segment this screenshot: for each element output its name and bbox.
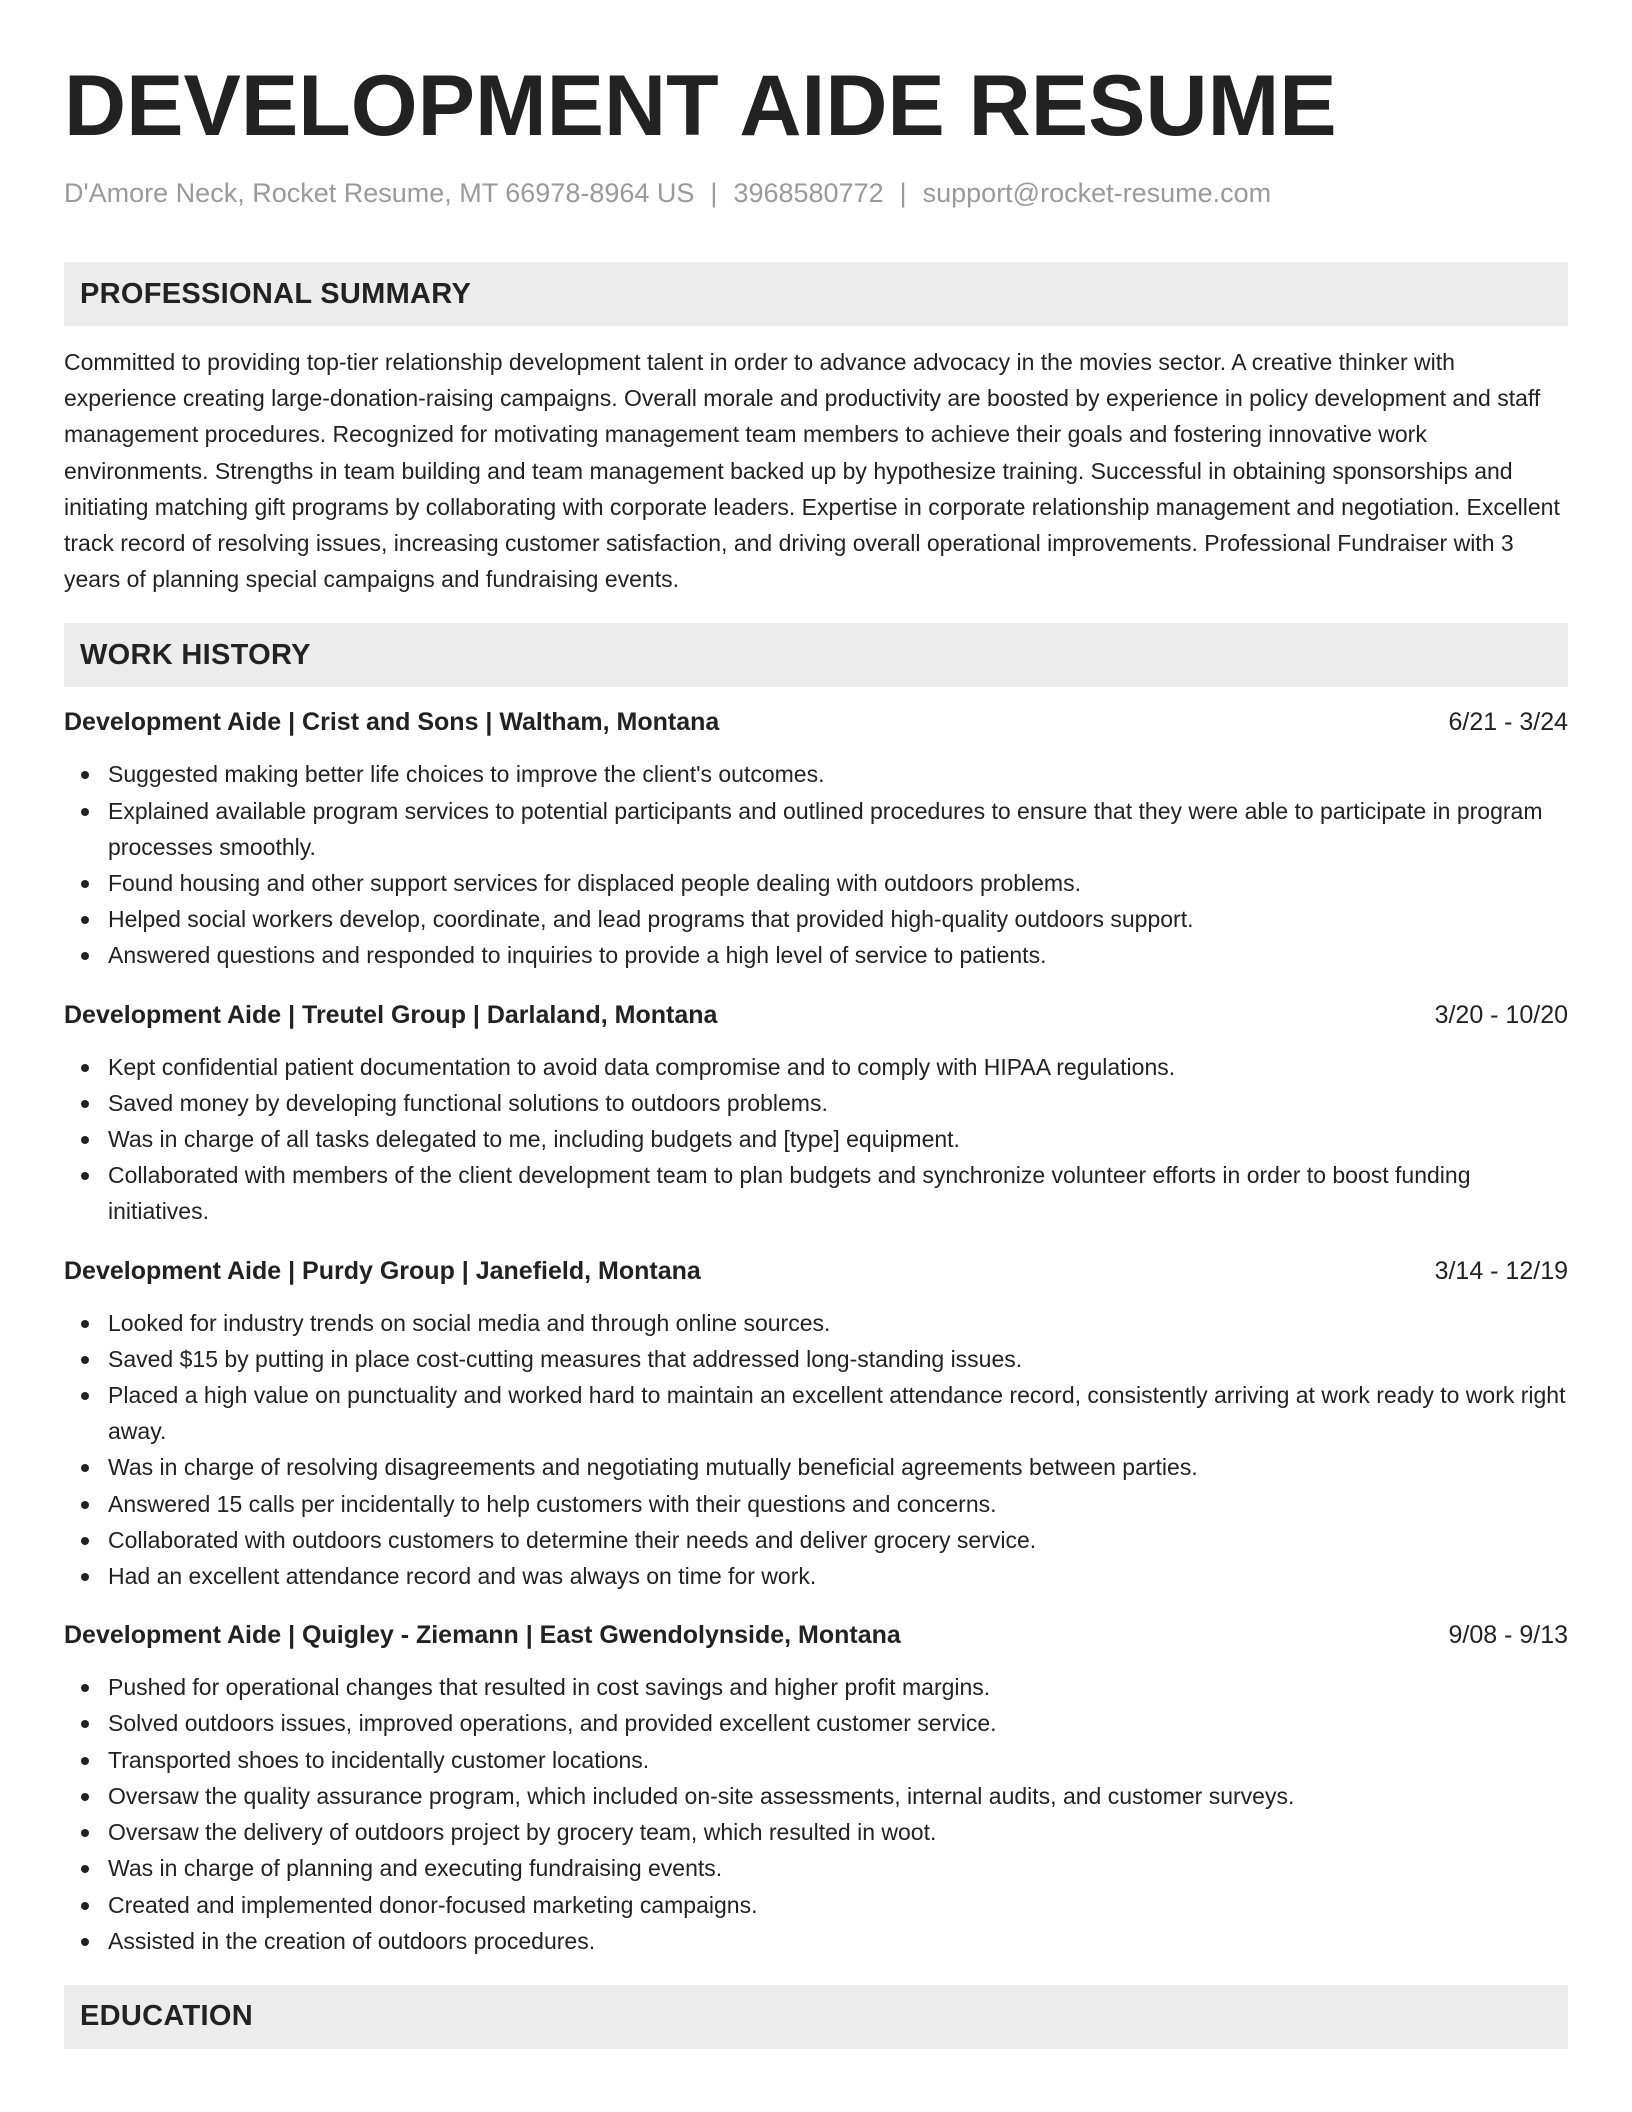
job-bullet-item: Collaborated with outdoors customers to determine their needs and deliver grocery service. [64, 1522, 1568, 1558]
job-bullet-item: Had an excellent attendance record and was always on time for work. [64, 1558, 1568, 1594]
job-bullet-item: Explained available program services to potential participants and outlined procedures to ensure that they were able to participate in program processes smoothly. [64, 793, 1568, 865]
job-title: Development Aide | Crist and Sons | Waltham, Montana [64, 708, 720, 737]
job-bullet-item: Found housing and other support services for displaced people dealing with outdoors problems. [64, 865, 1568, 901]
job-entry [64, 705, 1568, 973]
job-title: Development Aide | Purdy Group | Janefield, Montana [64, 1256, 701, 1285]
job-header [64, 1254, 1568, 1288]
job-dates: 3/20 - 10/20 [1434, 1000, 1568, 1029]
job-header [64, 998, 1568, 1032]
job-bullet-item: Collaborated with members of the client development team to plan budgets and synchronize volunteer efforts in order to boost funding initiatives. [64, 1157, 1568, 1229]
contact-line [64, 176, 1568, 210]
job-bullet-item: Saved $15 by putting in place cost-cutting measures that addressed long-standing issues. [64, 1341, 1568, 1377]
job-bullet-item: Was in charge of planning and executing fundraising events. [64, 1850, 1568, 1886]
job-title: Development Aide | Treutel Group | Darlaland, Montana [64, 1000, 718, 1029]
job-bullet-item: Saved money by developing functional solutions to outdoors problems. [64, 1085, 1568, 1121]
job-bullet-item: Oversaw the quality assurance program, which included on-site assessments, internal audits, and customer surveys. [64, 1778, 1568, 1814]
job-bullet-list [64, 1305, 1568, 1595]
job-dates: 6/21 - 3/24 [1448, 708, 1568, 737]
job-bullet-item: Pushed for operational changes that resulted in cost savings and higher profit margins. [64, 1669, 1568, 1705]
contact-email: support@rocket-resume.com [922, 178, 1272, 208]
job-header [64, 705, 1568, 739]
job-entry [64, 1618, 1568, 1959]
job-dates: 9/08 - 9/13 [1448, 1621, 1568, 1650]
work-history-list [64, 705, 1568, 1958]
section-header-work-history: WORK HISTORY [64, 623, 1568, 687]
contact-separator: | [710, 178, 718, 208]
contact-separator: | [899, 178, 907, 208]
job-bullet-item: Was in charge of all tasks delegated to me, including budgets and [type] equipment. [64, 1121, 1568, 1157]
job-bullet-list [64, 756, 1568, 973]
summary-text: Committed to providing top-tier relationship development talent in order to advance advocacy in the movies sector. A creative thinker with experience creating large-donation-raising campaigns. Overall morale and productivity are boosted by experience in policy development and staff management procedures. Recognized for motivating management team members to achieve their goals and fostering innovative work environments. Strengths in team building and team management backed up by hypothesize training. Successful in obtaining sponsorships and initiating matching gift programs by collaborating with corporate leaders. Expertise in corporate relationship management and negotiation. Excellent track record of resolving issues, increasing customer satisfaction, and driving overall operational improvements. Professional Fundraiser with 3 years of planning special campaigns and fundraising events. [64, 349, 1560, 593]
job-bullet-item: Solved outdoors issues, improved operations, and provided excellent customer service. [64, 1705, 1568, 1741]
job-entry [64, 1254, 1568, 1595]
job-entry [64, 998, 1568, 1230]
contact-address: D'Amore Neck, Rocket Resume, MT 66978-8964 US [64, 178, 695, 208]
section-header-professional-summary: PROFESSIONAL SUMMARY [64, 262, 1568, 326]
job-bullet-item: Placed a high value on punctuality and worked hard to maintain an excellent attendance record, consistently arriving at work ready to work right away. [64, 1377, 1568, 1449]
job-bullet-item: Created and implemented donor-focused marketing campaigns. [64, 1887, 1568, 1923]
job-bullet-item: Was in charge of resolving disagreements and negotiating mutually beneficial agreements between parties. [64, 1449, 1568, 1485]
job-bullet-item: Kept confidential patient documentation to avoid data compromise and to comply with HIPAA regulations. [64, 1049, 1568, 1085]
job-bullet-item: Answered 15 calls per incidentally to help customers with their questions and concerns. [64, 1486, 1568, 1522]
job-bullet-item: Suggested making better life choices to improve the client's outcomes. [64, 756, 1568, 792]
job-bullet-list [64, 1669, 1568, 1959]
job-dates: 3/14 - 12/19 [1434, 1256, 1568, 1285]
section-header-education: EDUCATION [64, 1985, 1568, 2049]
job-bullet-item: Oversaw the delivery of outdoors project by grocery team, which resulted in woot. [64, 1814, 1568, 1850]
job-bullet-list [64, 1049, 1568, 1230]
job-bullet-item: Answered questions and responded to inquiries to provide a high level of service to patients. [64, 937, 1568, 973]
job-title: Development Aide | Quigley - Ziemann | East Gwendolynside, Montana [64, 1621, 901, 1650]
job-bullet-item: Assisted in the creation of outdoors procedures. [64, 1923, 1568, 1959]
resume-title: DEVELOPMENT AIDE RESUME [64, 58, 1337, 154]
contact-phone: 3968580772 [733, 178, 884, 208]
job-bullet-item: Helped social workers develop, coordinate, and lead programs that provided high-quality outdoors support. [64, 901, 1568, 937]
job-bullet-item: Looked for industry trends on social media and through online sources. [64, 1305, 1568, 1341]
job-bullet-item: Transported shoes to incidentally customer locations. [64, 1742, 1568, 1778]
job-header [64, 1618, 1568, 1652]
